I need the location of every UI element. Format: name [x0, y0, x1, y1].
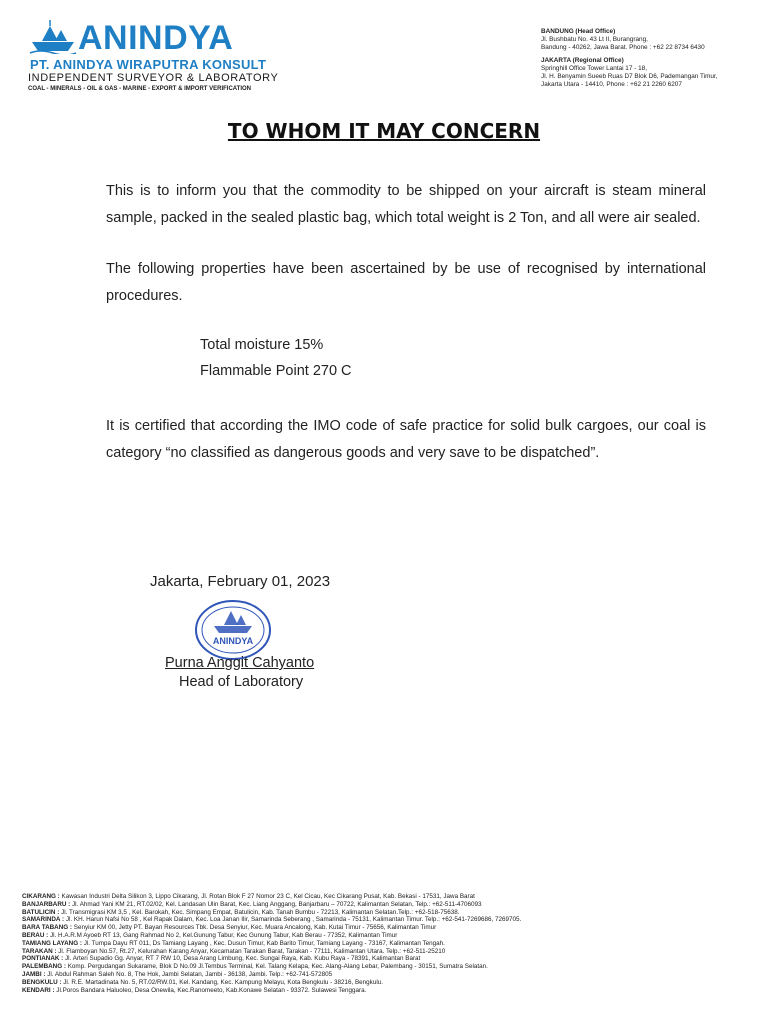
branch-name: BATULICIN :	[22, 908, 60, 916]
branch-name: TAMIANG LAYANG :	[22, 939, 82, 947]
paragraph-properties: The following properties have been ascertained by be use of recognised by international procedures.	[106, 261, 706, 304]
stamp-text: ANINDYA	[212, 636, 254, 646]
branch-address: Jl. Ahmad Yani KM 21, RT.02/02, Kel. Landasan Ulin Barat, Kec. Liang Anggang, Banjarbaru – 70722, Kalimantan Selatan, Telp.: +62-511-4706093	[72, 900, 482, 908]
branch-office-line	[22, 932, 762, 940]
branch-address: Jl. Abdul Rahman Saleh No. 8, The Hok, Jambi Selatan, Jambi - 36138, Jambi. Telp.: +62-741-572805	[47, 970, 333, 978]
branch-name: BANJARBARU :	[22, 900, 71, 908]
branch-office-line	[22, 963, 762, 971]
property-moisture: Total moisture 15%	[200, 337, 324, 353]
signer-name: Purna Anggit Cahyanto	[165, 655, 315, 671]
branch-name: SAMARINDA :	[22, 916, 65, 924]
branch-address: Jl. Tumpa Dayu RT 011, Ds Tamiang Layang , Kec. Dusun Timur, Kab Barito Timur, Tamiang Layang - 73167, Kalimantan Tengah.	[83, 939, 445, 947]
branch-address: Jl.Poros Bandara Haluoleo, Desa Onewila, Kec.Ranomeeto, Kab.Konawe Selatan - 93372. Sulawesi Tenggara.	[56, 986, 367, 994]
branch-office-line	[22, 955, 762, 963]
paragraph-intro: This is to inform you that the commodity to be shipped on your aircraft is steam mineral sample, packed in the sealed plastic bag, which total weight is 2 Ton, and all were air sealed.	[106, 183, 706, 226]
branch-office-line	[22, 901, 762, 909]
branch-office-line	[22, 916, 762, 924]
branch-address: Jl. R.E. Martadinata No. 5, RT.02/RW.01, Kel. Kandang, Kec. Kampung Melayu, Kota Bengkulu - 38216, Bengkulu.	[63, 978, 383, 986]
company-stamp-icon	[194, 599, 272, 661]
branch-office-line	[22, 940, 762, 948]
company-logo	[28, 18, 279, 96]
branch-name: BENGKULU :	[22, 978, 62, 986]
regional-office-line: Jakarta Utara - 14410, Phone : +62 21 2260 6207	[541, 81, 682, 88]
logo-company-name: PT. ANINDYA WIRAPUTRA KONSULT	[30, 57, 267, 72]
branch-office-line	[22, 971, 762, 979]
branch-office-line	[22, 909, 762, 917]
branch-address: Jl. H.A.R.M Ayoeb RT 13, Gang Rahmad No 2, Kel.Gunung Tabur, Kec Gunung Tabur, Kab Berau - 77352, Kalimantan Timur	[50, 931, 398, 939]
branch-office-line	[22, 979, 762, 987]
paragraph-certification: It is certified that according the IMO code of safe practice for solid bulk cargoes, our coal is category “no classified as dangerous goods and very save to be dispatched”.	[106, 418, 706, 461]
branch-address: Komp. Pergudangan Sukarame, Blok D No.09 Jl.Tembus Terminal, Kel. Talang Kelapa, Kec. Alang-Alang Lebar, Palembang - 30151, Sumatra Selatan.	[67, 963, 488, 971]
branch-office-line	[22, 948, 762, 956]
branch-address: Jl. Flamboyan No.57, Rt.27, Kelurahan Karang Anyar, Kecamatan Tarakan Barat, Tarakan - 77111, Kalimantan Utara. Telp.: +62-511-25210	[58, 947, 446, 955]
branch-address: Jl. KH. Harun Nafsi No 58 , Kel Rapak Dalam, Kec. Loa Janan Ilir, Samarinda Seberang , Samarinda - 75131, Kalimantan Timur. Telp.: +62-541-7269686, 7269705.	[65, 916, 522, 924]
branch-offices-list	[22, 893, 762, 994]
logo-services: COAL - MINERALS - OIL & GAS - MARINE - EXPORT & IMPORT VERIFICATION	[28, 86, 252, 92]
branch-name: BARA TABANG :	[22, 924, 73, 932]
branch-office-line	[22, 893, 762, 901]
branch-name: TARAKAN :	[22, 947, 57, 955]
branch-name: JAMBI :	[22, 970, 46, 978]
property-flammable-point: Flammable Point 270 C	[200, 363, 352, 379]
branch-address: Kawasan Industri Delta Silikon 3, Lippo Cikarang, Jl. Rotan Blok F 27 Nomor 23 C, Kel Cicau, Kec Cikarang Pusat, Kab. Bekasi - 17531, Jawa Barat	[61, 893, 475, 900]
ship-logo-icon	[28, 20, 78, 54]
letter-date: Jakarta, February 01, 2023	[150, 573, 331, 590]
branch-address: Jl. Arteri Supadio Gg. Anyar, RT 7 RW 10, Desa Arang Limbung, Kec. Sungai Raya, Kab. Kubu Raya - 78391, Kalimantan Barat	[65, 955, 421, 963]
regional-office-label: JAKARTA (Regional Office)	[541, 57, 624, 64]
branch-name: KENDARI :	[22, 986, 55, 994]
branch-office-line	[22, 924, 762, 932]
branch-name: CIKARANG :	[22, 893, 60, 900]
letter-title: TO WHOM IT MAY CONCERN	[227, 119, 541, 143]
branch-name: PONTIANAK :	[22, 955, 64, 963]
office-addresses	[541, 28, 763, 89]
signer-title: Head of Laboratory	[179, 674, 304, 690]
regional-office-line: Springhill Office Tower Lantai 17 - 18,	[541, 65, 647, 72]
regional-office-line: Jl. H. Benyamin Sueeb Ruas D7 Blok D6, Pademangan Timur,	[541, 73, 718, 80]
logo-tagline: INDEPENDENT SURVEYOR & LABORATORY	[28, 72, 279, 84]
branch-name: BERAU :	[22, 931, 49, 939]
branch-address: Jl. Transmigrasi KM 3,5 , Kel. Barokah, Kec. Simpang Empat, Batulicin, Kab. Tanah Bumbu - 72213, Kalimantan Selatan.Telp.: +62-518-75638.	[61, 908, 460, 916]
branch-name: PALEMBANG :	[22, 963, 66, 971]
branch-office-line	[22, 987, 762, 995]
head-office-line: Jl. Bushbatu No. 43 Lt II, Burangrang,	[541, 36, 648, 43]
head-office-label: BANDUNG (Head Office)	[541, 28, 616, 35]
logo-name: ANINDYA	[78, 19, 234, 57]
branch-address: Senyiur KM 00, Jetty PT. Bayan Resources Tbk. Desa Senyiur, Kec. Muara Ancalong, Kab. Kutai Timur - 75656, Kalimantan Timur	[73, 924, 437, 932]
head-office-line: Bandung - 40262, Jawa Barat. Phone : +62 22 8734 6430	[541, 44, 705, 51]
